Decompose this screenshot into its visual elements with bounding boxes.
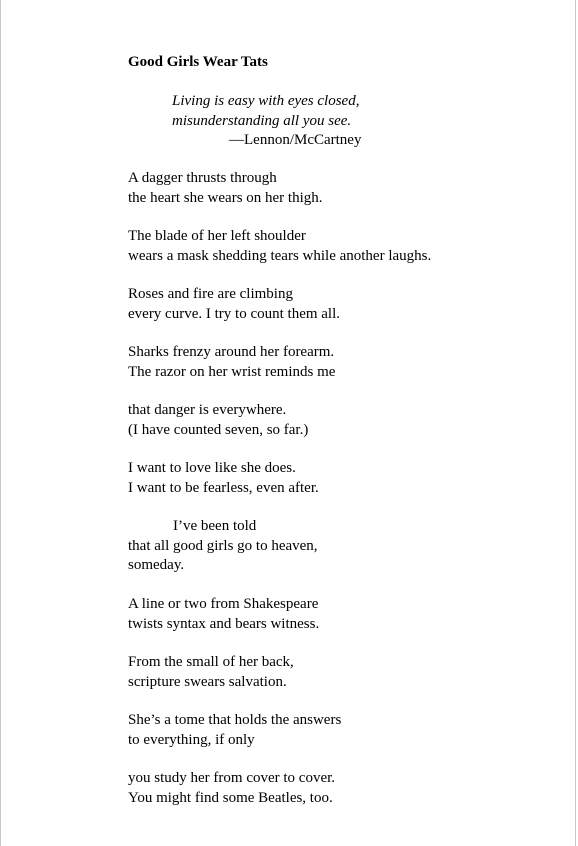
poem-line: She’s a tome that holds the answers xyxy=(128,712,342,728)
epigraph-line: misunderstanding all you see. xyxy=(172,112,352,129)
poem-line: From the small of her back, xyxy=(128,654,294,670)
poem-line: I want to love like she does. xyxy=(128,460,296,476)
stanza-6 xyxy=(128,459,319,498)
poem-line: to everything, if only xyxy=(128,731,255,748)
epigraph-line: Living is easy with eyes closed, xyxy=(172,93,360,109)
poem-line: scripture swears salvation. xyxy=(128,673,287,690)
stanza-4 xyxy=(128,343,335,382)
poem-line: the heart she wears on her thigh. xyxy=(128,189,323,206)
poem-line: (I have counted seven, so far.) xyxy=(128,421,309,438)
stanza-5 xyxy=(128,401,308,440)
stanza-3 xyxy=(128,285,340,324)
poem-line: that all good girls go to heaven, xyxy=(128,537,318,554)
poem-line: Roses and fire are climbing xyxy=(128,286,293,302)
poem-line: I want to be fearless, even after. xyxy=(128,479,319,496)
epigraph xyxy=(172,92,361,151)
poem-line: someday. xyxy=(128,557,185,573)
poem-line: every curve. I try to count them all. xyxy=(128,305,341,322)
poem-line: that danger is everywhere. xyxy=(128,402,287,418)
poem-line: I’ve been told xyxy=(173,518,257,534)
poem-line: wears a mask shedding tears while another laughs. xyxy=(128,247,432,264)
poem-line: Sharks frenzy around her forearm. xyxy=(128,344,335,360)
stanza-7 xyxy=(128,517,318,576)
stanza-10 xyxy=(128,711,341,750)
poem-line: The razor on her wrist reminds me xyxy=(128,363,336,380)
epigraph-attribution: —Lennon/McCartney xyxy=(229,132,362,148)
stanza-9 xyxy=(128,653,294,692)
poem-line: twists syntax and bears witness. xyxy=(128,615,320,632)
poem-line: The blade of her left shoulder xyxy=(128,228,306,244)
stanza-11 xyxy=(128,769,335,808)
poem-line: you study her from cover to cover. xyxy=(128,770,336,786)
poem-line: You might find some Beatles, too. xyxy=(128,789,333,806)
stanza-2 xyxy=(128,227,431,266)
stanza-1 xyxy=(128,169,323,208)
poem-line: A dagger thrusts through xyxy=(128,170,277,186)
poem-title: Good Girls Wear Tats xyxy=(128,54,268,70)
poem-line: A line or two from Shakespeare xyxy=(128,596,319,612)
stanza-8 xyxy=(128,595,319,634)
